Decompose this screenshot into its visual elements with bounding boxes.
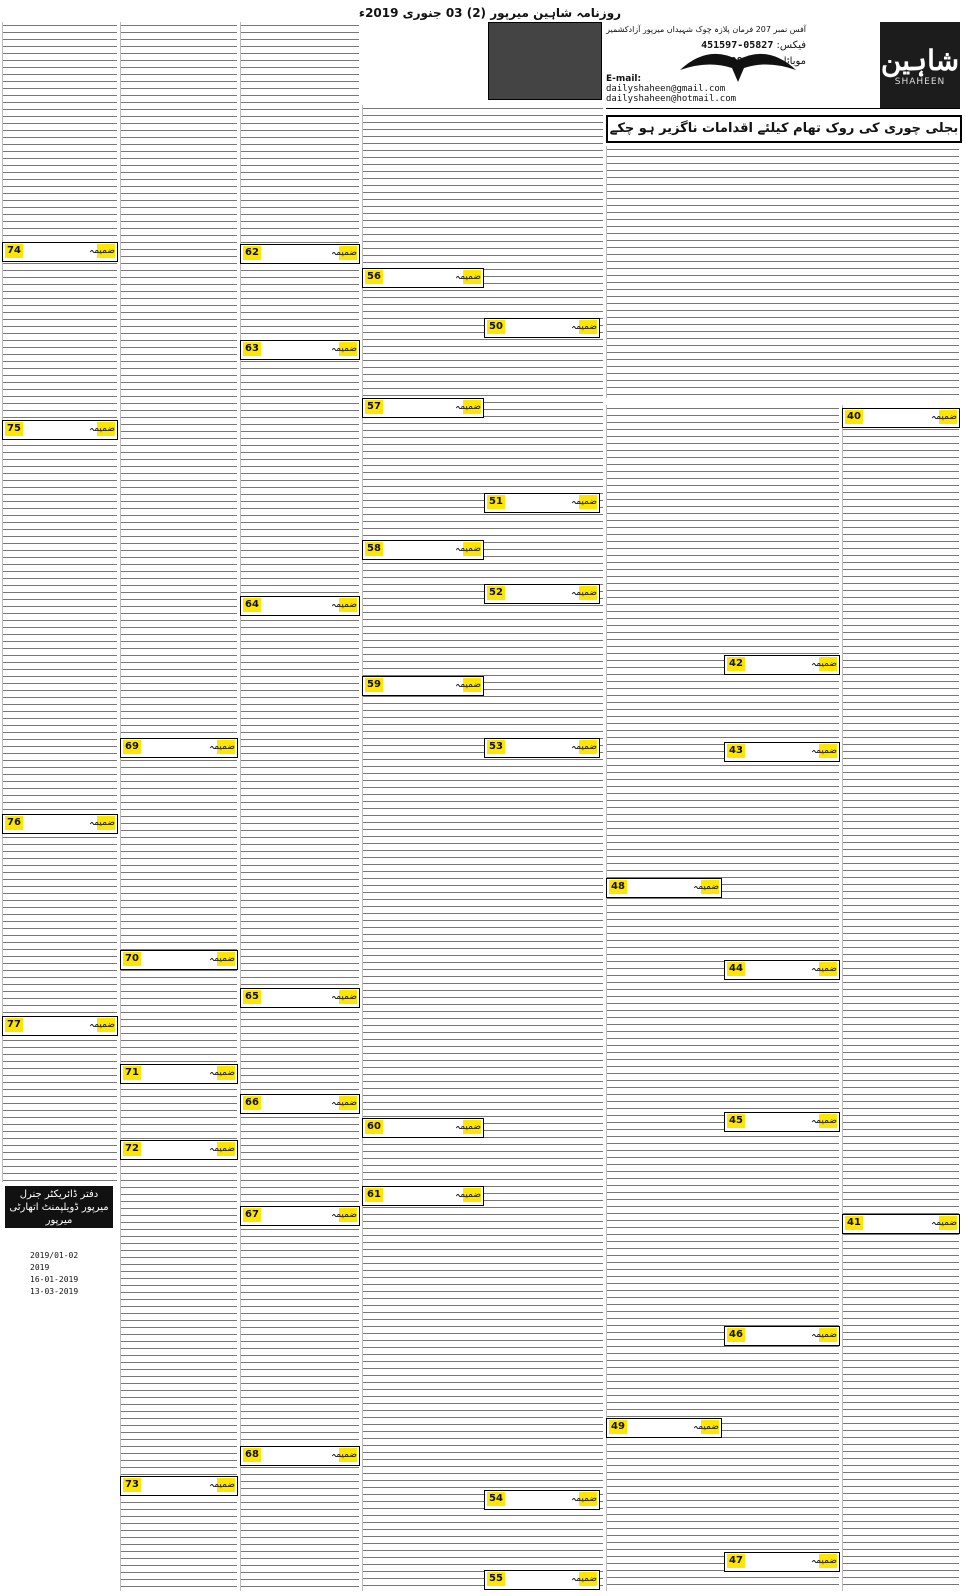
logo-urdu: شاہین	[880, 43, 960, 77]
notice-74[interactable]	[2, 242, 118, 262]
notice-number: 58	[365, 542, 383, 556]
notice-69[interactable]	[120, 738, 238, 758]
notice-number: 68	[243, 1448, 261, 1462]
notice-number: 56	[365, 270, 383, 284]
notice-number: 44	[727, 962, 745, 976]
notice-label: ضمیمہ	[330, 1450, 357, 1460]
notice-number: 77	[5, 1018, 23, 1032]
notice-number: 40	[845, 410, 863, 424]
notice-number: 63	[243, 342, 261, 356]
notice-number: 70	[123, 952, 141, 966]
notice-label: ضمیمہ	[570, 588, 597, 598]
notice-48[interactable]	[606, 878, 722, 898]
notice-number: 72	[123, 1142, 141, 1156]
notice-label: ضمیمہ	[570, 742, 597, 752]
notice-label: ضمیمہ	[810, 1556, 837, 1566]
notice-label: ضمیمہ	[930, 412, 957, 422]
notice-number: 75	[5, 422, 23, 436]
notice-70[interactable]	[120, 950, 238, 970]
notice-42[interactable]	[724, 655, 840, 675]
notice-40[interactable]	[842, 408, 960, 428]
date-3: 16-01-2019	[30, 1275, 79, 1284]
notice-59[interactable]	[362, 676, 484, 696]
text-column-2	[606, 405, 839, 1591]
notice-number: 62	[243, 246, 261, 260]
notice-53[interactable]	[484, 738, 600, 758]
notice-label: ضمیمہ	[810, 964, 837, 974]
contact-block	[606, 22, 806, 70]
notice-46[interactable]	[724, 1326, 840, 1346]
email-2[interactable]: dailyshaheen@hotmail.com	[606, 94, 737, 104]
page-header: روزنامہ شاہین میرپور (2) 03 جنوری 2019ء	[358, 6, 622, 20]
notice-label: ضمیمہ	[454, 544, 481, 554]
date-2: 2019	[30, 1263, 50, 1272]
notice-number: 73	[123, 1478, 141, 1492]
notice-51[interactable]	[484, 493, 600, 513]
notice-72[interactable]	[120, 1140, 238, 1160]
notice-label: ضمیمہ	[208, 1068, 235, 1078]
email-1[interactable]: dailyshaheen@gmail.com	[606, 84, 726, 94]
notice-number: 55	[487, 1572, 505, 1586]
notice-label: ضمیمہ	[454, 272, 481, 282]
mobile-number: 0300-5468808	[700, 56, 773, 67]
notice-number: 61	[365, 1188, 383, 1202]
notice-number: 54	[487, 1492, 505, 1506]
notice-64[interactable]	[240, 596, 360, 616]
notice-label: ضمیمہ	[88, 1020, 115, 1030]
notice-number: 76	[5, 816, 23, 830]
notice-label: ضمیمہ	[330, 992, 357, 1002]
legal-notice-box: دفتر ڈائریکٹر جنرل میرپور ڈویلپمنٹ اتھارٹی میرپور	[5, 1186, 113, 1228]
notice-label: ضمیمہ	[454, 680, 481, 690]
notice-73[interactable]	[120, 1476, 238, 1496]
notice-52[interactable]	[484, 584, 600, 604]
fax-label: فیکس:	[776, 40, 806, 51]
notice-label: ضمیمہ	[810, 1116, 837, 1126]
notice-number: 45	[727, 1114, 745, 1128]
notice-number: 60	[365, 1120, 383, 1134]
main-headline: بجلی چوری کی روک تھام کیلئے اقدامات ناگزیر ہو چکے	[606, 115, 962, 143]
notice-number: 47	[727, 1554, 745, 1568]
notice-label: ضمیمہ	[208, 954, 235, 964]
notice-47[interactable]	[724, 1552, 840, 1572]
notice-number: 43	[727, 744, 745, 758]
notice-label: ضمیمہ	[810, 746, 837, 756]
notice-label: ضمیمہ	[692, 882, 719, 892]
notice-49[interactable]	[606, 1418, 722, 1438]
notice-76[interactable]	[2, 814, 118, 834]
notice-54[interactable]	[484, 1490, 600, 1510]
notice-67[interactable]	[240, 1206, 360, 1226]
notice-label: ضمیمہ	[88, 246, 115, 256]
fax-number: 05827-451597	[701, 40, 774, 51]
notice-label: ضمیمہ	[454, 1122, 481, 1132]
notice-label: ضمیمہ	[330, 1210, 357, 1220]
logo-en: SHAHEEN	[894, 76, 946, 87]
notice-number: 42	[727, 657, 745, 671]
notice-number: 49	[609, 1420, 627, 1434]
notice-number: 52	[487, 586, 505, 600]
office-address: آفس نمبر 207 فرمان پلازہ چوک شہیداں میرپور آزادکشمیر	[606, 25, 806, 34]
notice-number: 57	[365, 400, 383, 414]
notice-number: 48	[609, 880, 627, 894]
notice-label: ضمیمہ	[88, 424, 115, 434]
notice-71[interactable]	[120, 1064, 238, 1084]
notice-77[interactable]	[2, 1016, 118, 1036]
notice-label: ضمیمہ	[208, 742, 235, 752]
notice-number: 46	[727, 1328, 745, 1342]
logo	[880, 22, 960, 108]
notice-label: ضمیمہ	[930, 1218, 957, 1228]
notice-label: ضمیمہ	[570, 1494, 597, 1504]
notice-65[interactable]	[240, 988, 360, 1008]
notice-number: 50	[487, 320, 505, 334]
notice-label: ضمیمہ	[330, 248, 357, 258]
notice-label: ضمیمہ	[330, 1098, 357, 1108]
notice-75[interactable]	[2, 420, 118, 440]
text-column-5	[120, 22, 237, 1591]
notice-68[interactable]	[240, 1446, 360, 1466]
email-block	[606, 74, 736, 104]
notice-62[interactable]	[240, 244, 360, 264]
notice-57[interactable]	[362, 398, 484, 418]
notice-60[interactable]	[362, 1118, 484, 1138]
notice-label: ضمیمہ	[570, 497, 597, 507]
notice-number: 51	[487, 495, 505, 509]
masthead	[606, 22, 960, 109]
notice-55[interactable]	[484, 1570, 600, 1590]
date-4: 13-03-2019	[30, 1287, 79, 1296]
notice-label: ضمیمہ	[570, 322, 597, 332]
editorial-column	[606, 146, 959, 398]
mobile-label: موبائل:	[775, 56, 806, 67]
text-column-6	[2, 22, 117, 1182]
notice-66[interactable]	[240, 1094, 360, 1114]
notice-45[interactable]	[724, 1112, 840, 1132]
notice-dates	[30, 1250, 110, 1298]
notice-label: ضمیمہ	[810, 659, 837, 669]
notice-43[interactable]	[724, 742, 840, 762]
notice-number: 64	[243, 598, 261, 612]
notice-58[interactable]	[362, 540, 484, 560]
notice-61[interactable]	[362, 1186, 484, 1206]
notice-number: 59	[365, 678, 383, 692]
text-column-right	[842, 405, 959, 1591]
notice-number: 69	[123, 740, 141, 754]
notice-number: 66	[243, 1096, 261, 1110]
mobile-line	[606, 54, 806, 70]
notice-number: 41	[845, 1216, 863, 1230]
notice-number: 65	[243, 990, 261, 1004]
news-photo	[488, 22, 602, 100]
notice-label: ضمیمہ	[208, 1144, 235, 1154]
notice-50[interactable]	[484, 318, 600, 338]
notice-56[interactable]	[362, 268, 484, 288]
notice-number: 71	[123, 1066, 141, 1080]
notice-63[interactable]	[240, 340, 360, 360]
notice-label: ضمیمہ	[208, 1480, 235, 1490]
notice-label: ضمیمہ	[692, 1422, 719, 1432]
notice-label: ضمیمہ	[330, 600, 357, 610]
fax-line	[606, 38, 806, 54]
notice-label: ضمیمہ	[454, 402, 481, 412]
notice-number: 53	[487, 740, 505, 754]
email-label: E-mail:	[606, 74, 642, 84]
notice-41[interactable]	[842, 1214, 960, 1234]
date-1: 2019/01-02	[30, 1251, 79, 1260]
notice-label: ضمیمہ	[570, 1574, 597, 1584]
notice-number: 74	[5, 244, 23, 258]
notice-number: 67	[243, 1208, 261, 1222]
notice-label: ضمیمہ	[330, 344, 357, 354]
notice-44[interactable]	[724, 960, 840, 980]
notice-label: ضمیمہ	[88, 818, 115, 828]
notice-label: ضمیمہ	[810, 1330, 837, 1340]
notice-label: ضمیمہ	[454, 1190, 481, 1200]
